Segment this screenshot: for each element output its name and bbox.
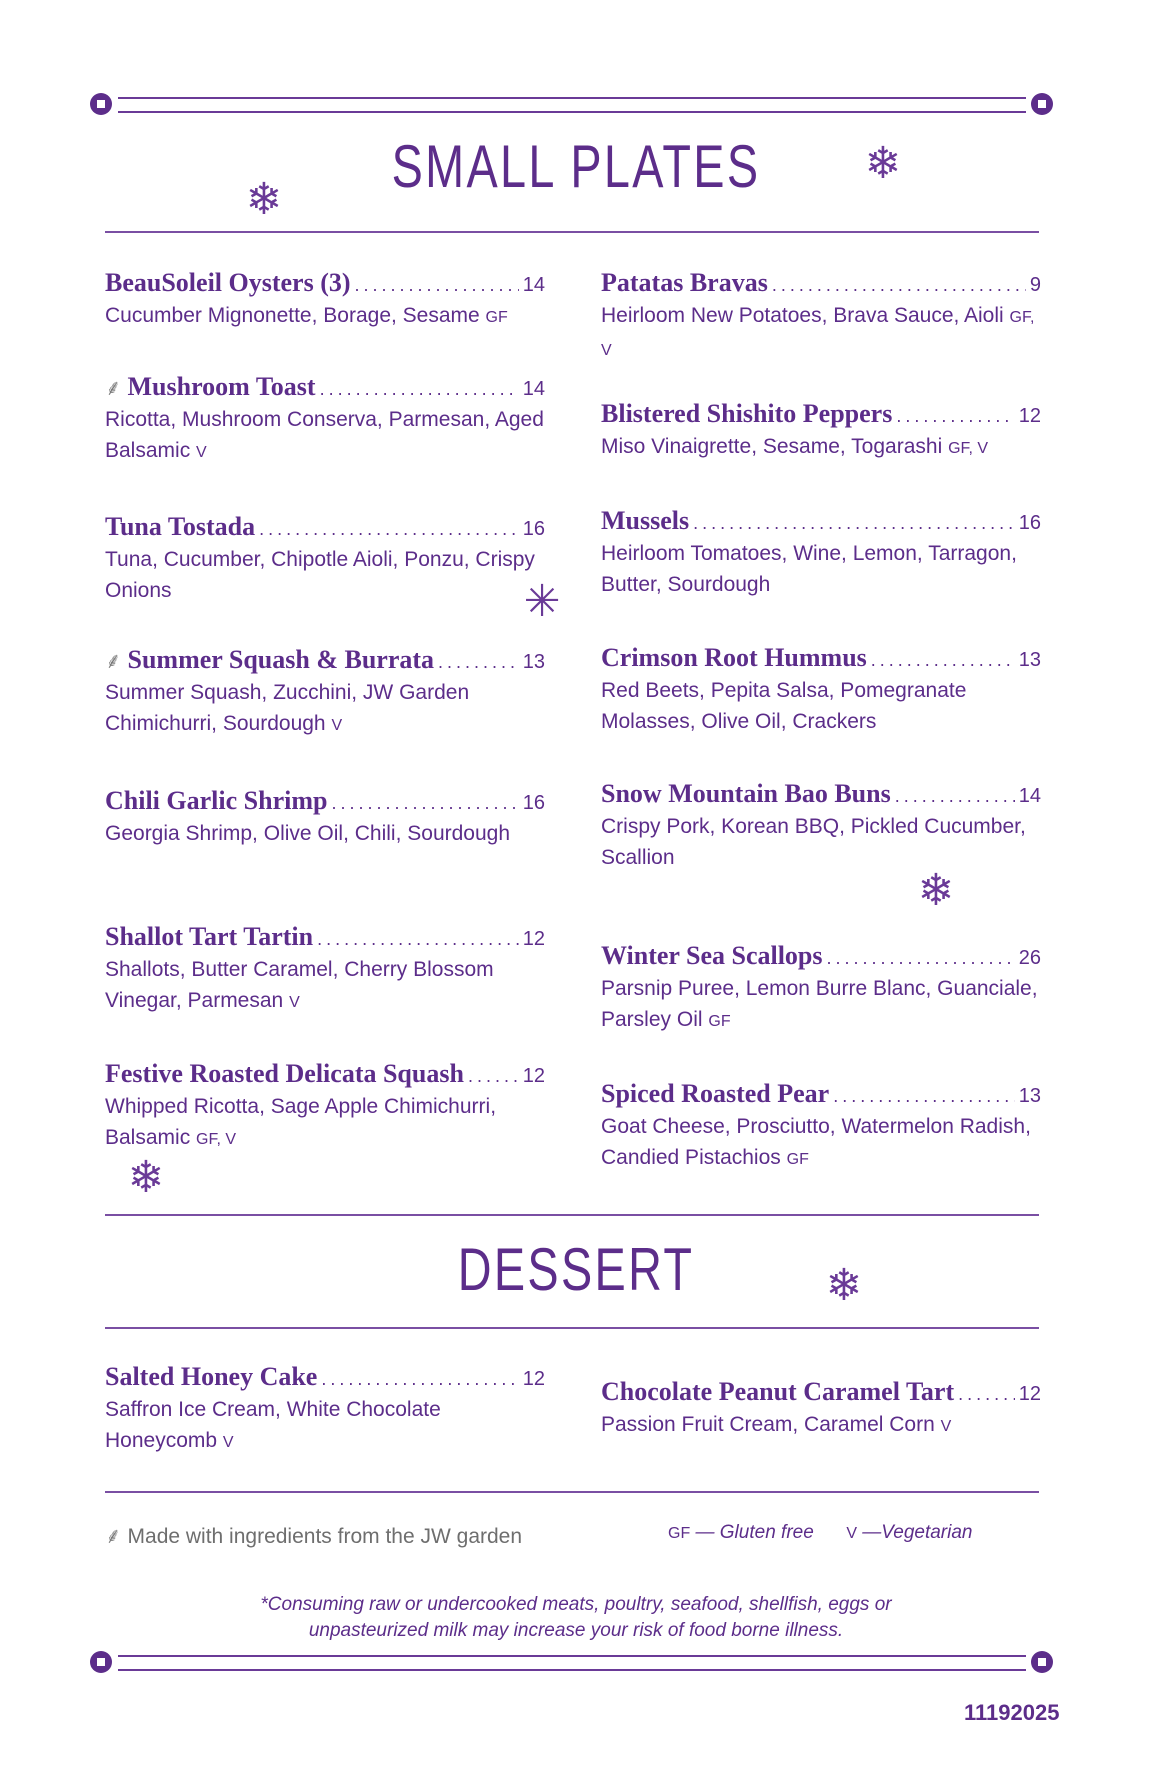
menu-item-header — [105, 372, 545, 402]
dietary-tags: V — [289, 994, 300, 1011]
dot-leader — [871, 650, 1015, 671]
corner-ornament-icon — [90, 1651, 112, 1673]
menu-item-description — [105, 1394, 545, 1458]
v-label: —Vegetarian — [862, 1522, 973, 1543]
menu-item-description — [105, 954, 545, 1018]
menu-item-price: 12 — [1018, 405, 1041, 427]
dietary-tags: V — [331, 717, 343, 734]
snowflake-icon: ❄ — [917, 865, 955, 916]
menu-item — [105, 1059, 545, 1155]
menu-item-price: 16 — [1018, 512, 1041, 534]
menu-item — [105, 372, 545, 468]
corner-ornament-icon — [90, 93, 112, 115]
menu-item-description — [601, 1409, 1041, 1442]
garden-note — [105, 1520, 522, 1550]
menu-item-ingredients: Red Beets, Pepita Salsa, Pomegranate Molasses, Olive Oil, Crackers — [601, 679, 967, 733]
menu-item-name: Spiced Roasted Pear — [601, 1079, 830, 1108]
menu-item-price: 16 — [522, 792, 545, 814]
dot-leader — [827, 948, 1015, 969]
menu-item-ingredients: Shallots, Butter Caramel, Cherry Blossom Vinegar, Parmesan — [105, 958, 494, 1012]
menu-item-description — [105, 544, 545, 608]
snowflake-icon: ❄ — [245, 174, 283, 225]
menu-item-ingredients: Ricotta, Mushroom Conserva, Parmesan, Aged Balsamic — [105, 408, 544, 462]
section-title-dessert: DESSERT — [457, 1236, 695, 1303]
menu-item-price: 12 — [522, 1065, 545, 1087]
menu-item-description — [601, 431, 1041, 464]
herb-icon: ⸙ — [105, 376, 122, 401]
divider — [105, 1214, 1039, 1216]
menu-item — [105, 922, 545, 1018]
dietary-tags: GF — [708, 1013, 731, 1030]
menu-item-name: Tuna Tostada — [105, 512, 256, 541]
dot-leader — [958, 1384, 1015, 1405]
menu-item-ingredients: Goat Cheese, Prosciutto, Watermelon Radish, Candied Pistachios — [601, 1115, 1031, 1169]
menu-item-price: 12 — [1018, 1383, 1041, 1405]
menu-item-price: 9 — [1029, 274, 1041, 296]
gf-key: GF — [668, 1525, 691, 1542]
dietary-tags: GF — [786, 1151, 809, 1168]
menu-item-header — [105, 922, 545, 952]
dot-leader — [355, 275, 519, 296]
menu-item — [105, 268, 545, 333]
snowflake-icon: ❄ — [825, 1260, 863, 1311]
menu-item-header — [105, 268, 545, 298]
snowflake-icon: ❄ — [864, 138, 902, 189]
dot-leader — [259, 519, 519, 540]
menu-item-name: Snow Mountain Bao Buns — [601, 779, 891, 808]
menu-item-description — [601, 1111, 1041, 1175]
snowflake-icon: ❄ — [127, 1152, 165, 1203]
menu-item-name: Mushroom Toast — [127, 372, 316, 401]
dot-leader — [772, 275, 1026, 296]
section-title-small-plates: SMALL PLATES — [391, 133, 761, 200]
divider — [105, 231, 1039, 233]
garden-note-text: Made with ingredients from the JW garden — [127, 1525, 523, 1548]
menu-item-ingredients: Tuna, Cucumber, Chipotle Aioli, Ponzu, Crispy Onions — [105, 548, 535, 602]
menu-item-header — [105, 1059, 545, 1089]
menu-item — [601, 643, 1041, 739]
menu-item-price: 26 — [1018, 947, 1041, 969]
dietary-tags: GF, V — [196, 1131, 237, 1148]
menu-item — [105, 1362, 545, 1458]
menu-item-description — [105, 677, 545, 741]
menu-item-price: 12 — [522, 1368, 545, 1390]
menu-item-description — [105, 404, 545, 468]
menu-item-ingredients: Saffron Ice Cream, White Chocolate Honeycomb — [105, 1398, 441, 1452]
top-double-rule — [118, 97, 1026, 113]
menu-item — [105, 512, 545, 608]
menu-item — [601, 779, 1041, 875]
menu-item-ingredients: Miso Vinaigrette, Sesame, Togarashi — [601, 435, 943, 458]
menu-item-description — [601, 811, 1041, 875]
herb-icon: ⸙ — [105, 1524, 122, 1549]
menu-item — [601, 268, 1041, 366]
menu-item-header — [105, 512, 545, 542]
menu-item-name: Mussels — [601, 506, 690, 535]
disclaimer-line-1: *Consuming raw or undercooked meats, poultry, seafood, shellfish, eggs or — [260, 1594, 892, 1615]
menu-item — [601, 506, 1041, 602]
dietary-tags: V — [940, 1418, 952, 1435]
dietary-legend — [668, 1522, 973, 1544]
menu-item-ingredients: Heirloom New Potatoes, Brava Sauce, Aioli — [601, 304, 1004, 327]
menu-item-header — [601, 399, 1041, 429]
menu-item-ingredients: Georgia Shrimp, Olive Oil, Chili, Sourdough — [105, 822, 511, 845]
menu-item — [601, 1377, 1041, 1442]
dot-leader — [331, 793, 518, 814]
menu-item-description — [105, 300, 545, 333]
menu-item-header — [601, 1377, 1041, 1407]
menu-item-description — [601, 300, 1041, 366]
menu-item-ingredients: Passion Fruit Cream, Caramel Corn — [601, 1413, 935, 1436]
menu-item-name: Shallot Tart Tartin — [105, 922, 314, 951]
menu-item-ingredients: Heirloom Tomatoes, Wine, Lemon, Tarragon, Butter, Sourdough — [601, 542, 1017, 596]
menu-item-ingredients: Cucumber Mignonette, Borage, Sesame — [105, 304, 480, 327]
menu-item-header — [601, 643, 1041, 673]
v-key: V — [846, 1525, 858, 1542]
menu-item-price: 13 — [522, 651, 545, 673]
menu-item-header — [601, 1079, 1041, 1109]
menu-item-header — [105, 645, 545, 675]
menu-item-description — [601, 675, 1041, 739]
menu-item-name: Crimson Root Hummus — [601, 643, 867, 672]
menu-item — [105, 786, 545, 851]
menu-item — [601, 1079, 1041, 1175]
menu-item-ingredients: Whipped Ricotta, Sage Apple Chimichurri, Balsamic — [105, 1095, 497, 1149]
menu-item-name: Festive Roasted Delicata Squash — [105, 1059, 464, 1088]
menu-item-ingredients: Summer Squash, Zucchini, JW Garden Chimichurri, Sourdough — [105, 681, 470, 735]
menu-item-header — [105, 1362, 545, 1392]
dietary-tags: V — [222, 1434, 234, 1451]
menu-item-description — [601, 538, 1041, 602]
menu-item-header — [601, 268, 1041, 298]
menu-item-price: 13 — [1018, 649, 1041, 671]
menu-item-description — [105, 1091, 545, 1155]
menu-item-name: Chili Garlic Shrimp — [105, 786, 328, 815]
menu-item-name: Salted Honey Cake — [105, 1362, 318, 1391]
dietary-tags: GF — [485, 309, 508, 326]
menu-item-name: BeauSoleil Oysters (3) — [105, 268, 351, 297]
divider — [105, 1327, 1039, 1329]
menu-item — [105, 645, 545, 741]
dietary-tags: V — [196, 444, 207, 461]
dot-leader — [693, 513, 1015, 534]
menu-item-name: Summer Squash & Burrata — [127, 645, 435, 674]
menu-item-price: 16 — [522, 518, 545, 540]
menu-item-header — [601, 941, 1041, 971]
dot-leader — [320, 379, 519, 400]
menu-item-price: 14 — [522, 378, 545, 400]
menu-item-name: Winter Sea Scallops — [601, 941, 823, 970]
menu-code: 11192025 — [964, 1700, 1060, 1725]
dot-leader — [896, 406, 1014, 427]
gf-label: — Gluten free — [695, 1522, 814, 1543]
dietary-tags: GF, V — [601, 309, 1035, 359]
menu-item-ingredients: Crispy Pork, Korean BBQ, Pickled Cucumber, Scallion — [601, 815, 1026, 869]
menu-item-header — [105, 786, 545, 816]
snowflake-icon: ✳ — [523, 576, 561, 627]
dot-leader — [833, 1086, 1015, 1107]
corner-ornament-icon — [1031, 1651, 1053, 1673]
herb-icon: ⸙ — [105, 649, 122, 674]
menu-item-price: 12 — [522, 928, 545, 950]
dot-leader — [438, 652, 519, 673]
disclaimer — [0, 1592, 1152, 1644]
corner-ornament-icon — [1031, 93, 1053, 115]
menu-item-header — [601, 506, 1041, 536]
menu-item-price: 13 — [1018, 1085, 1041, 1107]
menu-item — [601, 399, 1041, 464]
menu-item-name: Patatas Bravas — [601, 268, 768, 297]
menu-item-name: Chocolate Peanut Caramel Tart — [601, 1377, 955, 1406]
bottom-double-rule — [118, 1655, 1026, 1671]
menu-item-price: 14 — [522, 274, 545, 296]
divider — [105, 1491, 1039, 1493]
menu-item-header — [601, 779, 1041, 809]
menu-item-price: 14 — [1018, 785, 1041, 807]
menu-item-description — [105, 818, 545, 851]
dot-leader — [321, 1369, 518, 1390]
menu-item-description — [601, 973, 1041, 1037]
dietary-tags: GF, V — [948, 440, 989, 457]
menu-item-name: Blistered Shishito Peppers — [601, 399, 893, 428]
dot-leader — [468, 1066, 519, 1087]
disclaimer-line-2: unpasteurized milk may increase your risk of food borne illness. — [308, 1620, 844, 1641]
menu-item-ingredients: Parsnip Puree, Lemon Burre Blanc, Guanciale, Parsley Oil — [601, 977, 1038, 1031]
dot-leader — [895, 786, 1015, 807]
menu-item — [601, 941, 1041, 1037]
dot-leader — [317, 929, 519, 950]
